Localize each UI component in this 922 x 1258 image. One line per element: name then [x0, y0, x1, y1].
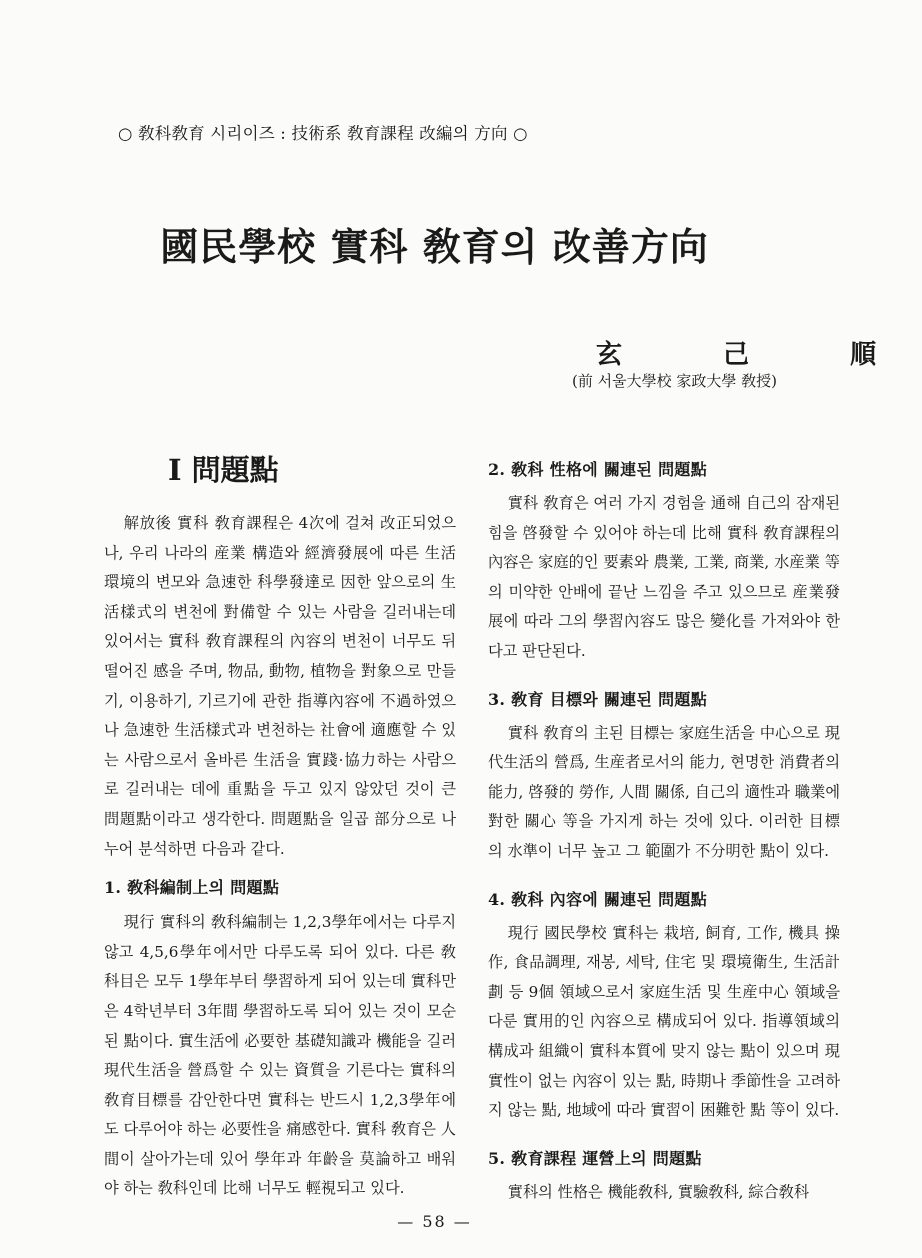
- author-affiliation: (前 서울大學校 家政大學 敎授): [572, 372, 777, 390]
- subsection-4-heading: 4. 敎科 內容에 關連된 問題點: [488, 889, 707, 909]
- subsection-2-heading: 2. 敎科 性格에 關連된 問題點: [488, 460, 707, 479]
- page-number: — 58 —: [397, 1212, 472, 1231]
- subsection-2-text: 實科 敎育은 여러 가지 경험을 通해 自己의 잠재된 힘을 啓發할 수 있어야 하는데 比해 實科 敎育課程의 內容은 家庭的인 要素와 農業, 工業, 商業, 水産業 等의 미약한 안배에 끝난 느낌을 주고 있으므로 産業發展에 따라 그의 學習內容도 많은 變化를 가져와야 한다고 판단된다.: [488, 494, 840, 660]
- left-column: [104, 509, 456, 1204]
- subsection-1-heading: 1. 敎科編制上의 問題點: [104, 878, 280, 898]
- subsection-1-text: 現行 實科의 敎科編制는 1,2,3學年에서는 다루지 않고 4,5,6學年에서만 다루도록 되어 있다. 다른 敎科目은 모두 1學年부터 學習하게 되어 있는데 實科만은 4학년부터 3年間 學習하도록 되어 있는 것이 모순된 點이다. 實生活에 必要한 基礎知識과 機能을 길러 現代生活을 營爲할 수 있는 資質을 기른다는 實科의 敎育目標를 감안한다면 實科는 반드시 1,2,3學年에도 다루어야 하는 必要性을 痛感한다. 實科 敎育은 人間이 살아가는데 있어 學年과 年齡을 莫論하고 배워야 하는 敎科인데 比해 너무도 輕視되고 있다.: [104, 913, 456, 1198]
- subsection-4-text: 現行 國民學校 實科는 栽培, 飼育, 工作, 機具 操作, 食品調理, 재봉, 세탁, 住宅 및 環境衛生, 生活計劃 등 9個 領域으로서 家庭生活 및 生産中心 領域을 다룬 實用的인 內容으로 構成되어 있다. 指導領域의 構成과 組織이 實科本質에 맞지 않는 點이 있으며 現實性이 없는 內容이 있는 點, 時期나 季節性을 고려하지 않는 點, 地域에 따라 實習이 困難한 點 等이 있다.: [488, 923, 840, 1120]
- series-header: ○ 敎科敎育 시리이즈 : 技術系 敎育課程 改編의 方向 ○: [118, 124, 528, 143]
- subsection-5-heading: 5. 敎育課程 運營上의 問題點: [488, 1148, 702, 1168]
- right-column: [488, 455, 840, 1207]
- author-name: 玄 己 順: [596, 340, 922, 370]
- intro-paragraph: 解放後 實科 敎育課程은 4次에 걸쳐 改正되었으나, 우리 나라의 産業 構造와 經濟發展에 따른 生活環境의 변모와 急速한 科學發達로 因한 앞으로의 生活樣式의 변천에 對備할 수 있는 사람을 길러내는데 있어서는 實科 敎育課程의 內容의 변천이 너무도 뒤떨어진 感을 주며, 物品, 動物, 植物을 對象으로 만들기, 이용하기, 기르기에 관한 指導內容에 不過하였으나 急速한 生活樣式과 변천하는 社會에 適應할 수 있는 사람으로서 올바른 生活을 實踐·協力하는 사람으로 길러내는 데에 重點을 두고 있지 않았던 것이 큰 問題點이라고 생각한다. 問題點을 일곱 部分으로 나누어 분석하면 다음과 같다.: [104, 514, 456, 858]
- subsection-3-text: 實科 敎育의 主된 目標는 家庭生活을 中心으로 現代生活의 營爲, 生産者로서의 能力, 현명한 消費者의 能力, 啓發的 勞作, 人間 關係, 自己의 適性과 職業에 對한 關心 等을 가지게 하는 것에 있다. 이러한 目標의 水準이 너무 높고 그 範圍가 不分明한 點이 있다.: [488, 723, 840, 860]
- subsection-3-heading: 3. 敎育 目標와 關連된 問題點: [488, 689, 707, 709]
- article-title: 國民學校 實科 敎育의 改善方向: [160, 224, 709, 269]
- subsection-5-text: 實科의 性格은 機能敎科, 實驗敎科, 綜合敎科: [507, 1182, 810, 1201]
- section-heading: I 問題點: [168, 453, 279, 487]
